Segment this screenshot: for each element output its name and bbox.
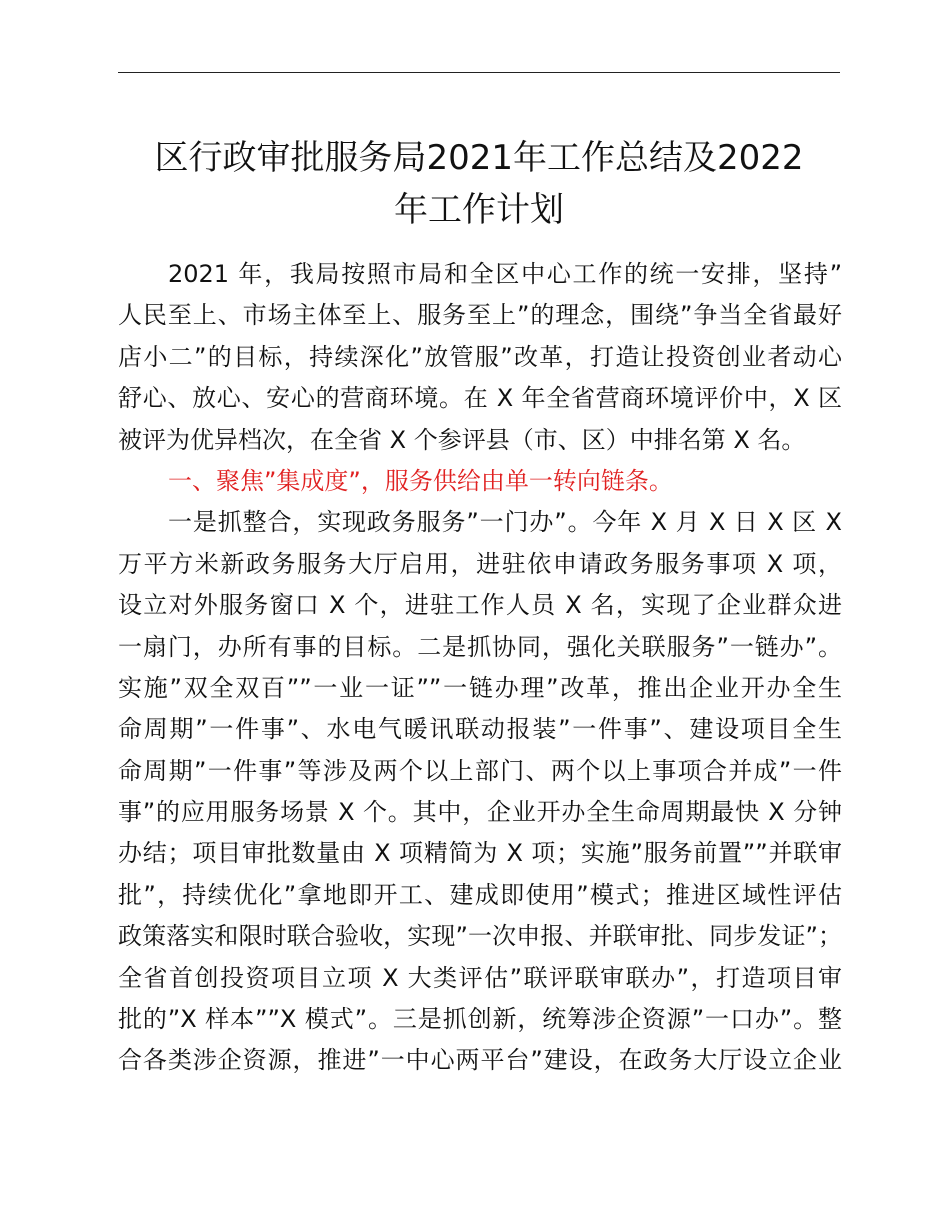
- paragraph-2-line: 命周期”一件事”、水电气暖讯联动报装”一件事”、建设项目全生: [118, 715, 842, 744]
- header-rule: [118, 72, 840, 73]
- paragraph-2-line: 命周期”一件事”等涉及两个以上部门、两个以上事项合并成”一件: [118, 756, 842, 785]
- document-body: [118, 254, 842, 1082]
- paragraph-2-line: 设立对外服务窗口 X 个，进驻工作人员 X 名，实现了企业群众进: [118, 591, 842, 620]
- paragraph-2-line: 万平方米新政务服务大厅启用，进驻依申请政务服务事项 X 项，: [118, 549, 842, 578]
- document-title: [118, 132, 840, 236]
- title-line-1: 区行政审批服务局2021年工作总结及2022: [154, 138, 804, 178]
- paragraph-2-line: 全省首创投资项目立项 X 大类评估”联评联审联办”，打造项目审: [118, 963, 842, 992]
- paragraph-1-line: 舒心、放心、安心的营商环境。在 X 年全省营商环境评价中，X 区: [118, 384, 842, 413]
- paragraph-1-line: 人民至上、市场主体至上、服务至上”的理念，围绕”争当全省最好: [118, 301, 842, 330]
- paragraph-2-line: 一扇门，办所有事的目标。二是抓协同，强化关联服务”一链办”。: [118, 632, 842, 661]
- title-line-2: 年工作计划: [394, 190, 564, 230]
- paragraph-2-line: 政策落实和限时联合验收，实现”一次申报、并联审批、同步发证”；: [118, 922, 842, 951]
- paragraph-1-line: 店小二”的目标，持续深化”放管服”改革，打造让投资创业者动心: [118, 342, 842, 371]
- paragraph-1-line: 被评为优异档次，在全省 X 个参评县（市、区）中排名第 X 名。: [118, 425, 806, 454]
- paragraph-2-line: 实施”双全双百””一业一证””一链办理”改革，推出企业开办全生: [118, 673, 842, 702]
- paragraph-2-line: 批的”X 样本””X 模式”。三是抓创新，统筹涉企资源”一口办”。整: [118, 1005, 842, 1034]
- paragraph-2-line: 合各类涉企资源，推进”一中心两平台”建设，在政务大厅设立企业: [118, 1046, 842, 1075]
- paragraph-2-line: 批”，持续优化”拿地即开工、建成即使用”模式；推进区域性评估: [118, 880, 842, 909]
- paragraph-2-line: 事”的应用服务场景 X 个。其中，企业开办全生命周期最快 X 分钟: [118, 798, 842, 827]
- paragraph-1-line: 2021 年，我局按照市局和全区中心工作的统一安排，坚持”: [168, 260, 842, 288]
- section-heading: 一、聚焦”集成度”，服务供给由单一转向链条。: [168, 466, 673, 495]
- paragraph-2-line: 办结；项目审批数量由 X 项精简为 X 项；实施”服务前置””并联审: [118, 839, 842, 868]
- paragraph-2-line: 一是抓整合，实现政务服务”一门办”。今年 X 月 X 日 X 区 X: [168, 508, 842, 537]
